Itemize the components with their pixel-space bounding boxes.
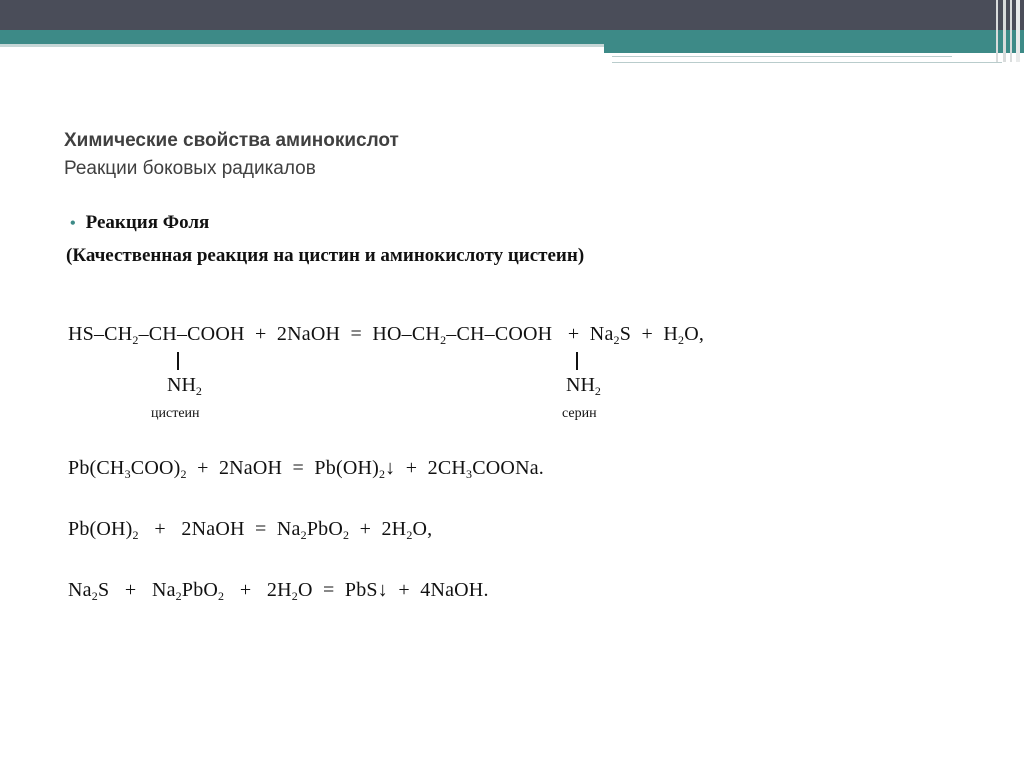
bond-line (177, 352, 179, 370)
equation-lead-hydroxide: $Pb(OH)_2$ + 2NaOH = $Na_2PbO_2 + 2H_2O$, (68, 518, 433, 542)
header-thin-line (612, 56, 952, 57)
bullet-item (70, 212, 209, 234)
slide-title: Химические свойства аминокислот (64, 130, 399, 151)
bond-line (576, 352, 578, 370)
cysteine-label: цистеин (151, 406, 200, 421)
amino-group-cysteine: $NH_2$ (167, 374, 202, 398)
equation-lead-acetate: $Pb(CH_3COO)_2$ + 2NaOH = $Pb(OH)_2↓$ + $2CH_3COONa$. (68, 457, 544, 481)
bullet-dot-icon: • (70, 215, 76, 232)
header-edge-stripe (996, 0, 998, 62)
amino-group-serine: $NH_2$ (566, 374, 601, 398)
header-edge-stripe (1016, 0, 1020, 62)
header-teal-band (0, 30, 1024, 44)
serine-label: серин (562, 406, 597, 421)
precipitate-arrow-icon: ↓ (385, 457, 396, 479)
header-edge-stripe (1010, 0, 1012, 62)
header-thin-line (612, 62, 1002, 63)
bullet-text: Реакция Фоля (85, 212, 210, 233)
slide-subtitle: Реакции боковых радикалов (64, 158, 316, 179)
header-teal-step (604, 44, 1024, 53)
header-edge-stripe (1003, 0, 1006, 62)
header-light-stripe (0, 44, 612, 47)
equation-cysteine-naoh: $HS-CH_2-CH$–COOH + 2NaOH = $HO-CH_2-CH$–COOH + $Na_2S + H_2O$, (68, 323, 705, 347)
header-dark-band (0, 0, 1024, 30)
reaction-note: (Качественная реакция на цистин и аминокислоту цистеин) (66, 245, 585, 266)
precipitate-arrow-icon: ↓ (377, 579, 388, 601)
equation-lead-sulfide: $Na_2S + Na_2PbO_2 + 2H_2O$ = PbS↓ + 4NaOH. (68, 579, 489, 603)
slide-heading (64, 127, 399, 183)
